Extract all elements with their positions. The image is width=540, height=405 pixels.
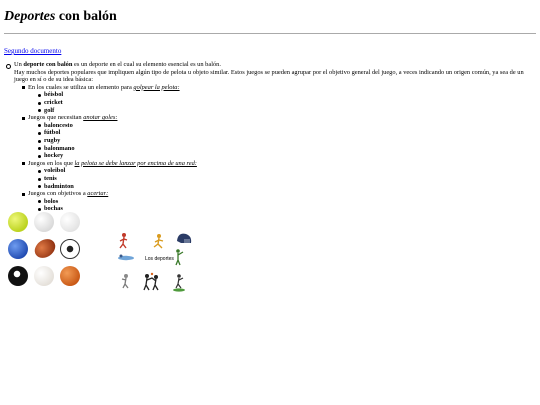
title-italic: Deportes — [4, 9, 56, 24]
sport-item: béisbol — [44, 91, 536, 99]
sport-list — [28, 91, 536, 114]
runner-figure-icon — [120, 233, 127, 248]
sport-list — [28, 198, 536, 213]
blue-ball-icon — [8, 239, 28, 259]
divider — [4, 33, 536, 34]
intro-bold: deporte con balón — [23, 61, 73, 68]
intro-pre: Un — [14, 61, 22, 68]
tennis-ball-icon — [8, 212, 28, 232]
baseball-icon — [34, 266, 54, 286]
group-prefix: Juegos con objetivos a — [28, 190, 86, 198]
football-helmet-icon — [177, 234, 191, 243]
group-item — [28, 190, 536, 213]
sports-images — [6, 212, 206, 292]
sport-list — [28, 122, 536, 160]
sport-item: golf — [44, 107, 536, 115]
sport-item: tenis — [44, 175, 536, 183]
skater-figure-icon — [122, 274, 128, 288]
intro-desc: Hay muchos deportes populares que impliquen algún tipo de pelota u objeto similar. Estos juegos se pueden agrupar por el objetivo general del juego, a veces indicando un origen común, ya sea de un juego en sí o de su idea básica: — [14, 68, 524, 84]
group-prefix: Juegos en los que — [28, 159, 73, 167]
group-item — [28, 160, 536, 190]
golfer-figure-icon — [176, 249, 183, 265]
rugby-ball-icon — [31, 235, 59, 262]
intro-post: es un deporte en el cual su elemento esencial es un balón. — [74, 61, 221, 68]
basketball-players-icon — [144, 273, 158, 290]
golf-ball-icon — [60, 212, 80, 232]
sport-item: bochas — [44, 205, 536, 213]
sport-item: fútbol — [44, 129, 536, 137]
group-link[interactable]: anotar goles: — [83, 114, 118, 122]
sport-item: balonmano — [44, 145, 536, 153]
soccer-ball-icon — [60, 239, 80, 259]
group-item — [28, 114, 536, 160]
sport-item: hockey — [44, 152, 536, 160]
title-rest: con balón — [58, 9, 117, 24]
clipart-caption: Los deportes — [145, 256, 174, 262]
tennis-player-icon — [173, 274, 185, 291]
sport-item: badminton — [44, 183, 536, 191]
basketball-icon — [60, 266, 80, 286]
group-link[interactable]: golpear la pelota: — [133, 83, 180, 91]
group-item — [28, 84, 536, 114]
swimmer-figure-icon — [118, 255, 134, 261]
group-link[interactable]: la pelota se debe lanzar por encima de una red: — [74, 159, 197, 167]
sport-list — [28, 167, 536, 190]
sport-item: bolos — [44, 198, 536, 206]
sports-clipart — [114, 232, 194, 294]
second-document-link[interactable]: Segundo documento — [4, 47, 62, 55]
volleyball-icon — [34, 212, 54, 232]
page-title — [4, 8, 536, 25]
intro-item — [4, 61, 536, 84]
group-prefix: En los cuales se utiliza un elemento para — [28, 83, 132, 91]
sport-item: rugby — [44, 137, 536, 145]
group-prefix: Juegos que necesitan — [28, 114, 82, 122]
sports-groups — [4, 84, 536, 213]
group-link[interactable]: acertar: — [87, 190, 109, 198]
sport-item: baloncesto — [44, 122, 536, 130]
sport-item: cricket — [44, 99, 536, 107]
sport-item: voleibol — [44, 167, 536, 175]
kicker-figure-icon — [154, 234, 163, 248]
eight-ball-icon — [8, 266, 28, 286]
